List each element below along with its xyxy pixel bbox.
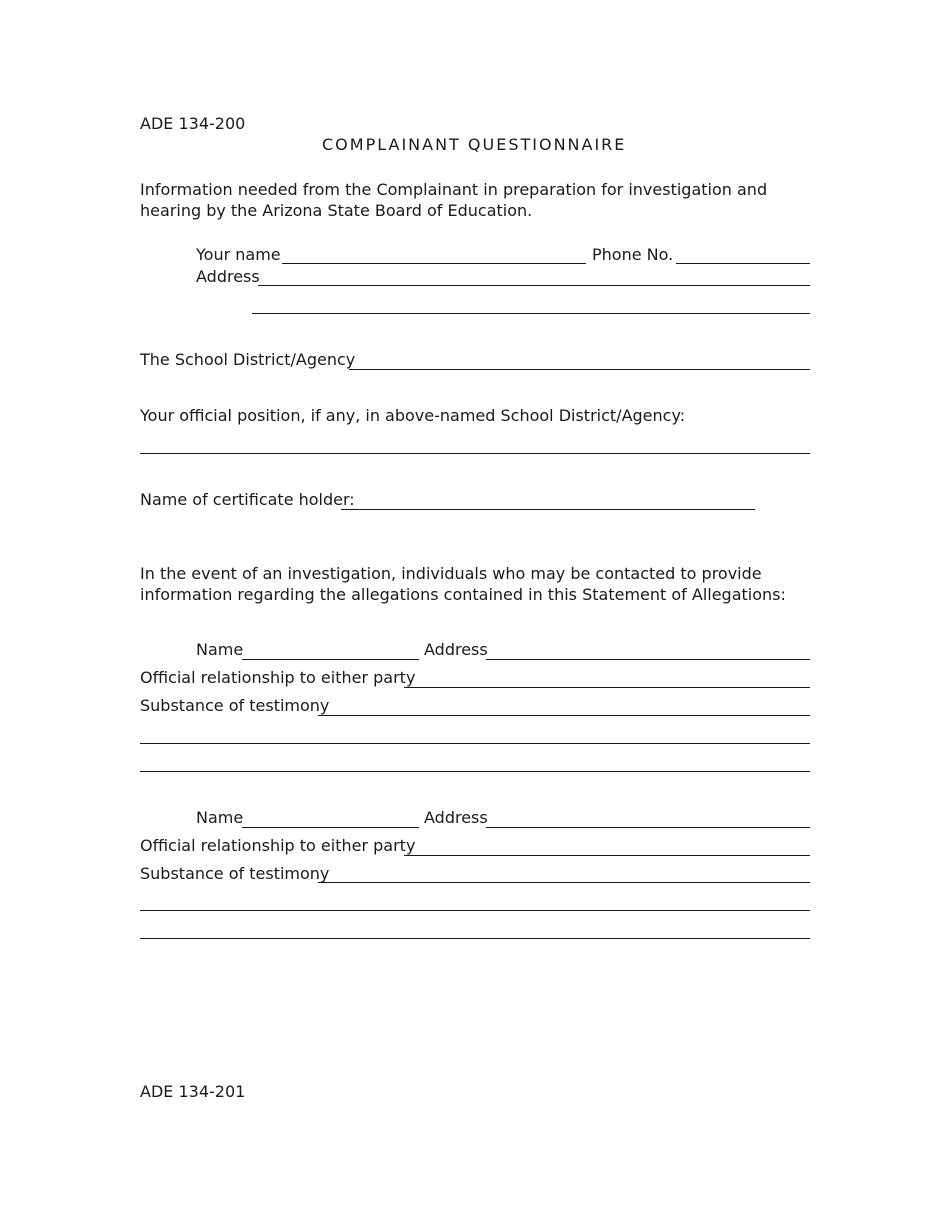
address-field-line-2[interactable] — [252, 313, 810, 314]
witness-1-relationship-field[interactable] — [404, 687, 810, 688]
witness-2-address-label: Address — [424, 808, 488, 827]
address-label: Address — [196, 267, 260, 286]
form-code-bottom: ADE 134-201 — [140, 1082, 246, 1101]
district-label: The School District/Agency — [140, 350, 356, 369]
certificate-holder-label: Name of certificate holder: — [140, 490, 355, 509]
witness-1-address-field[interactable] — [486, 659, 810, 660]
witness-1-address-label: Address — [424, 640, 488, 659]
witness-1-testimony-line-3[interactable] — [140, 771, 810, 772]
form-code-top: ADE 134-200 — [140, 114, 246, 133]
your-name-label: Your name — [196, 245, 281, 264]
witness-1-name-field[interactable] — [242, 659, 419, 660]
witness-intro-text: In the event of an investigation, individuals who may be contacted to provide information regarding the allegations contained in this Statement of Allegations: — [140, 564, 786, 604]
witness-1-testimony-field[interactable] — [318, 715, 810, 716]
position-label: Your official position, if any, in above-named School District/Agency: — [140, 406, 686, 425]
witness-2-testimony-line-2[interactable] — [140, 910, 810, 911]
phone-label: Phone No. — [592, 245, 674, 264]
address-field-line-1[interactable] — [258, 285, 810, 286]
witness-2-address-field[interactable] — [486, 827, 810, 828]
witness-2-name-label: Name — [196, 808, 244, 827]
witness-2-relationship-field[interactable] — [404, 855, 810, 856]
phone-field[interactable] — [676, 263, 810, 264]
your-name-field[interactable] — [282, 263, 586, 264]
intro-text: Information needed from the Complainant in preparation for investigation and hearing by the Arizona State Board of Education. — [140, 180, 768, 220]
witness-1-name-label: Name — [196, 640, 244, 659]
witness-1-relationship-label: Official relationship to either party — [140, 668, 416, 687]
position-field[interactable] — [140, 453, 810, 454]
witness-1-testimony-line-2[interactable] — [140, 743, 810, 744]
witness-2-testimony-field[interactable] — [318, 882, 810, 883]
witness-2-testimony-label: Substance of testimony — [140, 864, 330, 883]
witness-2-relationship-label: Official relationship to either party — [140, 836, 416, 855]
witness-2-name-field[interactable] — [242, 827, 419, 828]
witness-1-testimony-label: Substance of testimony — [140, 696, 330, 715]
district-field[interactable] — [349, 369, 810, 370]
witness-2-testimony-line-3[interactable] — [140, 938, 810, 939]
certificate-holder-field[interactable] — [341, 509, 755, 510]
page-title: COMPLAINANT QUESTIONNAIRE — [322, 135, 627, 154]
